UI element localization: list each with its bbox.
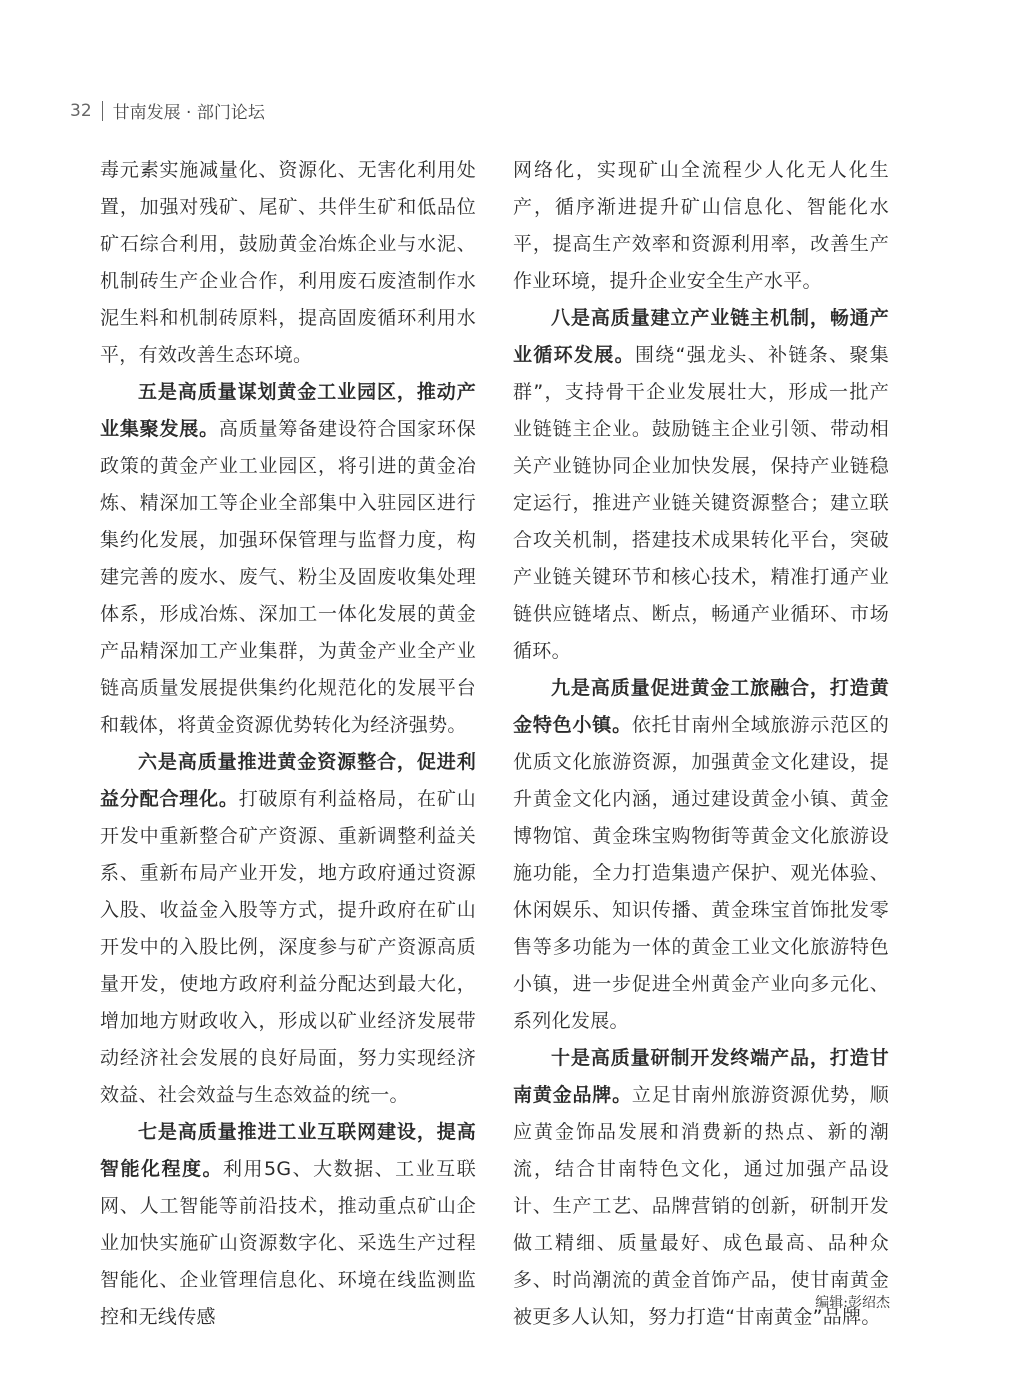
paragraph-text: 立足甘南州旅游资源优势，顺应黄金饰品发展和消费新的热点、新的潮流，结合甘南特色文化，通过加强产品设计、生产工艺、品牌营销的创新，研制开发做工精细、质量最好、成色最高、品种众多、时尚潮流的黄金首饰产品，使甘南黄金被更多人认知，努力打造“甘南黄金”品牌。 [513, 1084, 889, 1328]
editor-credit: 编辑:彭绍杰 [815, 1295, 890, 1311]
paragraph [100, 1114, 476, 1336]
paragraph-text: 围绕“强龙头、补链条、聚集群”，支持骨干企业发展壮大，形成一批产业链链主企业。鼓励链主企业引领、带动相关产业链协同企业加快发展，保持产业链稳定运行，推进产业链关键资源整合；建立联合攻关机制，搭建技术成果转化平台，突破产业链关键环节和核心技术，精准打通产业链供应链堵点、断点，畅通产业循环、市场循环。 [513, 344, 889, 662]
paragraph-text: 打破原有利益格局，在矿山开发中重新整合矿产资源、重新调整利益关系、重新布局产业开发，地方政府通过资源入股、收益金入股等方式，提升政府在矿山开发中的入股比例，深度参与矿产资源高质量开发，使地方政府利益分配达到最大化，增加地方财政收入，形成以矿业经济发展带动经济社会发展的良好局面，努力实现经济效益、社会效益与生态效益的统一。 [100, 788, 476, 1106]
paragraph-text: 高质量筹备建设符合国家环保政策的黄金产业工业园区，将引进的黄金冶炼、精深加工等企业全部集中入驻园区进行集约化发展，加强环保管理与监督力度，构建完善的废水、废气、粉尘及固废收集处理体系，形成冶炼、深加工一体化发展的黄金产品精深加工产业集群，为黄金产业全产业链高质量发展提供集约化规范化的发展平台和载体，将黄金资源优势转化为经济强势。 [100, 418, 476, 736]
paragraph-lead: 六是高质量推进黄金资源整合，促进利益分配合理化。 [100, 751, 476, 810]
paragraph-text: 依托甘南州全域旅游示范区的优质文化旅游资源，加强黄金文化建设，提升黄金文化内涵，通过建设黄金小镇、黄金博物馆、黄金珠宝购物街等黄金文化旅游设施功能，全力打造集遗产保护、观光体验、休闲娱乐、知识传播、黄金珠宝首饰批发零售等多功能为一体的黄金工业文化旅游特色小镇，进一步促进全州黄金产业向多元化、系列化发展。 [513, 714, 889, 1032]
paragraph [100, 374, 476, 744]
paragraph [100, 744, 476, 1114]
paragraph [513, 670, 889, 1040]
paragraph-lead: 八是高质量建立产业链主机制，畅通产业循环发展。 [513, 307, 889, 366]
right-column [513, 152, 889, 1336]
paragraph-text: 毒元素实施减量化、资源化、无害化利用处置，加强对残矿、尾矿、共伴生矿和低品位矿石综合利用，鼓励黄金冶炼企业与水泥、机制砖生产企业合作，利用废石废渣制作水泥生料和机制砖原料，提高固废循环利用水平，有效改善生态环境。 [100, 159, 476, 366]
paragraph-lead: 九是高质量促进黄金工旅融合，打造黄金特色小镇。 [513, 677, 889, 736]
paragraph-text: 利用5G、大数据、工业互联网、人工智能等前沿技术，推动重点矿山企业加快实施矿山资源数字化、采选生产过程智能化、企业管理信息化、环境在线监测监控和无线传感 [100, 1158, 476, 1328]
section-title: 甘南发展 · 部门论坛 [112, 103, 265, 123]
paragraph-text: 网络化，实现矿山全流程少人化无人化生产，循序渐进提升矿山信息化、智能化水平，提高生产效率和资源利用率，改善生产作业环境，提升企业安全生产水平。 [513, 159, 889, 292]
paragraph-lead: 七是高质量推进工业互联网建设，提高智能化程度。 [100, 1121, 476, 1180]
header-divider [102, 101, 103, 121]
left-column [100, 152, 476, 1336]
page-number: 32 [70, 100, 92, 121]
paragraph-lead: 十是高质量研制开发终端产品，打造甘南黄金品牌。 [513, 1047, 889, 1106]
page-header [70, 98, 265, 123]
paragraph [513, 152, 889, 300]
paragraph-lead: 五是高质量谋划黄金工业园区，推动产业集聚发展。 [100, 381, 476, 440]
paragraph [513, 300, 889, 670]
paragraph [100, 152, 476, 374]
